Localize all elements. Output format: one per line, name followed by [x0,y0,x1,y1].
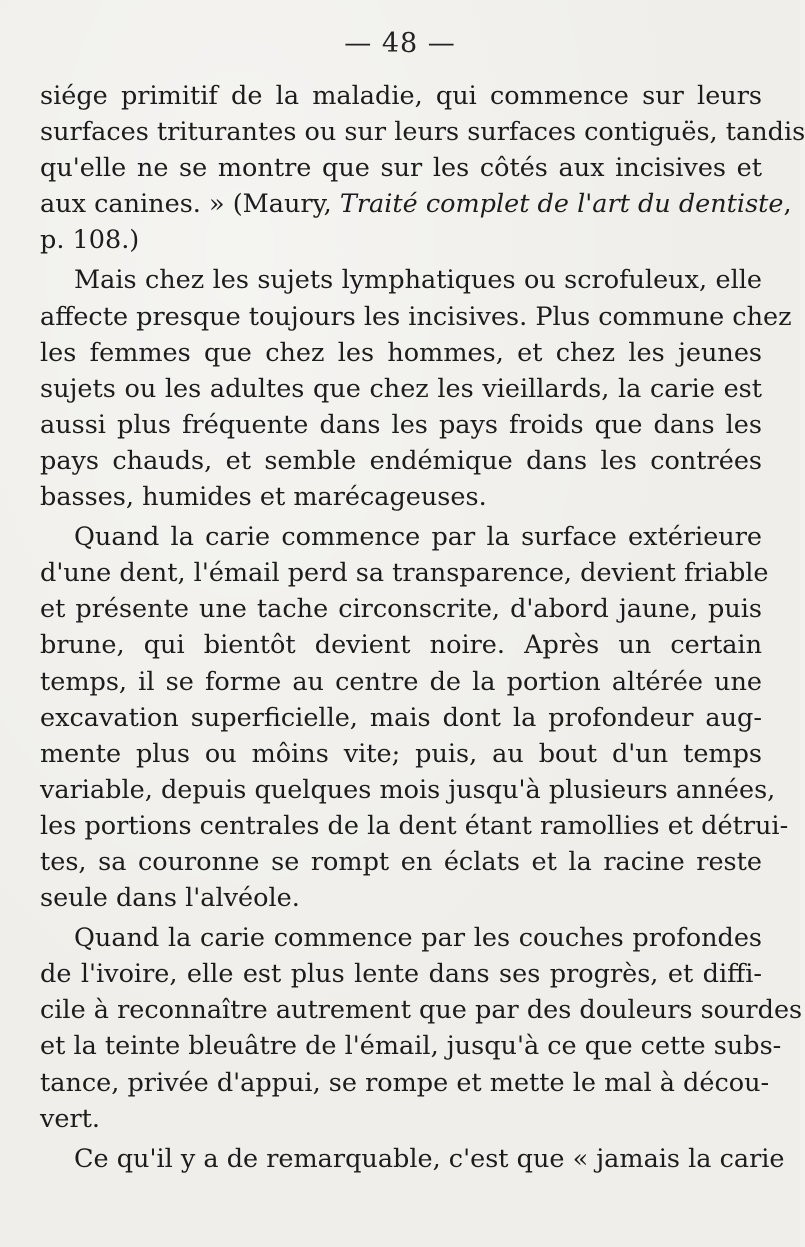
citation-title: Traité complet de l'art du dentiste [339,189,784,220]
text-line: aussi plus fréquente dans les pays froids que dans les [40,409,762,440]
text-line: surfaces triturantes ou sur leurs surfaces contiguës, tandis [40,117,805,148]
paragraph [40,262,792,515]
body-text [40,78,805,1177]
text-line: siége primitif de la maladie, qui commence sur leurs [40,81,762,111]
text-line: tes, sa couronne se rompt en éclats et la racine reste [40,846,762,877]
text-line: et présente une tache circonscrite, d'abord jaune, puis [40,594,762,625]
text-line: Quand la carie commence par les couches profondes [74,923,762,954]
text-line-citation: aux canines. » (Maury, Traité complet de l'art du dentiste, [40,189,792,220]
text-line: Ce qu'il y a de remarquable, c'est que « jamais la carie [74,1143,785,1174]
text-line: de l'ivoire, elle est plus lente dans ses progrès, et diffi- [40,959,762,990]
text-line: temps, il se forme au centre de la portion altérée une [40,666,762,697]
paragraph [40,78,805,258]
text-line: pays chauds, et semble endémique dans les contrées [40,445,762,476]
text-line: vert. [40,1103,101,1134]
page-number: — 48 — [344,28,456,59]
text-line: variable, depuis quelques mois jusqu'à plusieurs années, [40,774,776,805]
text-line: qu'elle ne se montre que sur les côtés aux incisives et [40,153,762,184]
text-line: Mais chez les sujets lymphatiques ou scrofuleux, elle [74,265,762,296]
text-line: Quand la carie commence par la surface extérieure [74,522,762,553]
text-line: basses, humides et marécageuses. [40,482,487,513]
text-line: sujets ou les adultes que chez les vieillards, la carie est [40,373,762,404]
paragraph [40,920,803,1137]
text-line: d'une dent, l'émail perd sa transparence, devient friable [40,558,769,589]
text-line: affecte presque toujours les incisives. Plus commune chez [40,301,792,332]
text-line: et la teinte bleuâtre de l'émail, jusqu'à ce que cette subs- [40,1031,782,1062]
text-line: p. 108.) [40,225,140,256]
text-line: cile à reconnaître autrement que par des douleurs sourdes [40,995,803,1026]
text-line: mente plus ou môins vite; puis, au bout d'un temps [40,738,762,769]
text-line: tance, privée d'appui, se rompe et mette le mal à décou- [40,1067,770,1098]
text-line: brune, qui bientôt devient noire. Après un certain [40,630,762,661]
text-line: les femmes que chez les hommes, et chez les jeunes [40,337,762,368]
text-line: excavation superficielle, mais dont la profondeur aug- [40,702,762,733]
paragraph [40,519,789,916]
text-line: seule dans l'alvéole. [40,883,300,914]
paragraph [40,1141,785,1177]
text-line: les portions centrales de la dent étant ramollies et détrui- [40,810,789,841]
